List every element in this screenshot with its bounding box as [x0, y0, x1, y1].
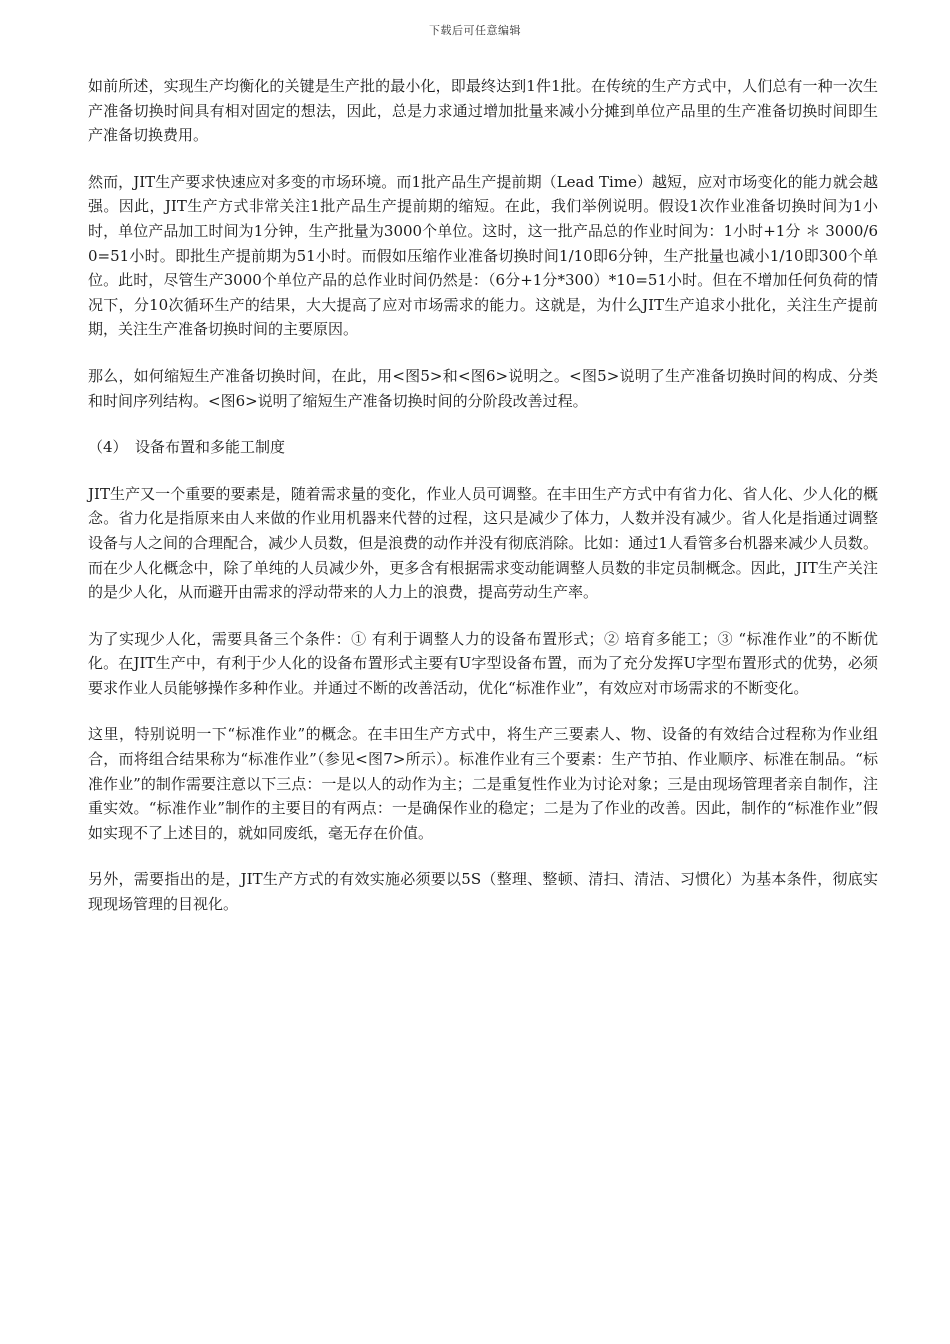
paragraph-three-conditions: 为了实现少人化，需要具备三个条件：① 有利于调整人力的设备布置形式；② 培育多能工；③ “标准作业”的不断优化。在JIT生产中，有利于少人化的设备布置形式主要有U字型设备布置，而为了充分发挥U字型布置形式的优势，必须要求作业人员能够操作多种作业。并通过不断的改善活动，优化“标准作业”，有效应对市场需求的不断变化。 [88, 629, 878, 697]
paragraph-setup-time-figures: 那么，如何缩短生产准备切换时间，在此，用<图5>和<图6>说明之。<图5>说明了生产准备切换时间的构成、分类和时间序列结构。<图6>说明了缩短生产准备切换时间的分阶段改善过程。 [88, 366, 878, 410]
paragraph-standard-work: 这里，特别说明一下“标准作业”的概念。在丰田生产方式中，将生产三要素人、物、设备的有效结合过程称为作业组合，而将组合结果称为“标准作业”（参见<图7>所示）。标准作业有三个要素：生产节拍、作业顺序、标准在制品。“标准作业”的制作需要注意以下三点：一是以人的动作为主；二是重复性作业为讨论对象；三是由现场管理者亲自制作，注重实效。“标准作业”制作的主要目的有两点：一是确保作业的稳定；二是为了作业的改善。因此，制作的“标准作业”假如实现不了上述目的，就如同废纸，毫无存在价值。 [88, 725, 878, 842]
page-header: 下载后可任意编辑 [429, 24, 521, 37]
section-heading: （4） 设备布置和多能工制度 [88, 438, 286, 457]
paragraph-labor-adjustment: JIT生产又一个重要的要素是，随着需求量的变化，作业人员可调整。在丰田生产方式中有省力化、省人化、少人化的概念。省力化是指原来由人来做的作业用机器来代替的过程，这只是减少了体力，人数并没有减少。省人化是指通过调整设备与人之间的合理配合，减少人员数，但是浪费的动作并没有彻底消除。比如：通过1人看管多台机器来减少人员数。而在少人化概念中，除了单纯的人员减少外，更多含有根据需求变动能调整人员数的非定员制概念。因此，JIT生产关注的是少人化，从而避开由需求的浮动带来的人力上的浪费，提高劳动生产率。 [88, 484, 878, 602]
paragraph-lead-time: 然而，JIT生产要求快速应对多变的市场环境。而1批产品生产提前期（Lead Time）越短，应对市场变化的能力就会越强。因此，JIT生产方式非常关注1批产品生产提前期的缩短。在此，我们举例说明。假设1次作业准备切换时间为1小时，单位产品加工时间为1分钟，生产批量为3000个单位。这时，这一批产品总的作业时间为：1小时+1分 ＊ 3000/60=51小时。即批生产提前期为51小时。而假如压缩作业准备切换时间1/10即6分钟，生产批量也减小1/10即300个单位。此时，尽管生产3000个单位产品的总作业时间仍然是：（6分+1分*300）*10=51小时。但在不增加任何负荷的情况下，分10次循环生产的结果，大大提高了应对市场需求的能力。这就是，为什么JIT生产追求小批化，关注生产提前期，关注生产准备切换时间的主要原因。 [88, 172, 878, 339]
paragraph-batch-minimization: 如前所述，实现生产均衡化的关键是生产批的最小化，即最终达到1件1批。在传统的生产方式中，人们总有一种一次生产准备切换时间具有相对固定的想法，因此，总是力求通过增加批量来减小分摊到单位产品里的生产准备切换时间即生产准备切换费用。 [88, 77, 878, 145]
paragraph-5s: 另外，需要指出的是，JIT生产方式的有效实施必须要以5S（整理、整顿、清扫、清洁、习惯化）为基本条件，彻底实现现场管理的目视化。 [88, 870, 878, 914]
document-body [88, 74, 878, 939]
